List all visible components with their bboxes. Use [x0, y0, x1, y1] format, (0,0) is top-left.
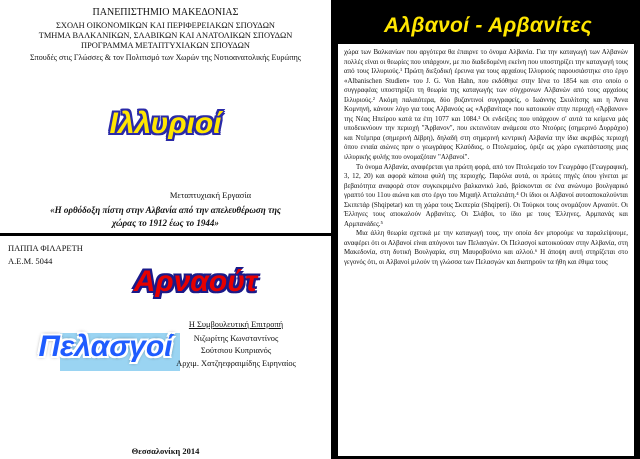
text-excerpt-panel	[336, 0, 640, 459]
thesis-title-line-2: χώρας το 1912 έως το 1944»	[112, 218, 219, 228]
watermark: imgflip.com	[2, 448, 43, 457]
student-id: Α.Ε.Μ. 5044	[8, 256, 53, 266]
department-name: ΤΜΗΜΑ ΒΑΛΚΑΝΙΚΩΝ, ΣΛΑΒΙΚΩΝ ΚΑΙ ΑΝΑΤΟΛΙΚΩΝ ΣΠΟΥΔΩΝ	[38, 31, 293, 40]
committee-title: Η Συμβουλευτική Επιτροπή	[188, 320, 284, 329]
work-type: Μεταπτυχιακή Εργασία	[169, 190, 252, 200]
paragraph: Μια άλλη θεωρία σχετικά με την καταγωγή τους, την οποία δεν μπορούμε να παραλείψουμε, αναφέρει ότι οι Αλβανοί είναι απόγονοι των Πελασγών. Οι Πελασγοί κατοικούσαν στην Αλβανία, στη Μακεδονία, στη δυτική Βουλγαρία, στη Μαυροβούνιο και αλλού.⁶ Η άποψη αυτή στηρίζεται στο γεγονός ότι, οι Αλβανοί μιλούν τη γλώσσα των Πελασγών και διατηρούν τα ήθη και έθιμα τους	[344, 230, 628, 267]
overlay-word-pelasgians: Πελασγοί	[38, 330, 173, 363]
committee-member: Σούτσιου Κυπριανός	[200, 346, 272, 355]
city-year: Θεσσαλονίκη 2014	[131, 446, 200, 456]
committee-member: Αρχιμ. Χατζηεφραιμίδης Ειρηναίος	[176, 359, 296, 368]
committee-member: Νιζωρίτης Κωνσταντίνος	[193, 334, 279, 343]
studies-line: Σπουδές στις Γλώσσες & τον Πολιτισμό των Χωρών της Νοτιοανατολικής Ευρώπης	[30, 53, 301, 62]
paragraph: χώρα των Βαλκανίων που αργότερα θα έπαιρνε το όνομα Αλβανία. Για την καταγωγή των Αλβανών πολλές είναι οι θεωρίες που υπάρχουν, με πιο διαδεδομένη εκείνη που υποστηρίζει την καταγωγή τους από τους Ιλλυριούς.¹ Πρώτη διεξοδική έρευνα για τους αρχαίους Ιλλυριούς παρουσιάστηκε στο έργο «Albanischen Studien» του J. G. Von Hahn, που εκδόθηκε στην Ιένα το 1854 και στο οποίο ο συγγραφέας υποστηρίζει τη θεωρία της καταγωγής των σύγχρονων Αλβανών από τους αρχαίους Ιλλυριούς.² Ακόμη παλαιότερα, δύο βυζαντινοί συγγραφείς, ο Ιωάννης Σκυλίτσης και η Άννα Κομνηνή, κάνουν λόγο για τους Αλβανούς ως «Αρβανίτας» που κατοικούν στην περιοχή «Άρβανον» της Νέας Ηπείρου κατά τα έτη 1077 και 1084.³ Οι ενδείξεις που υπάρχουν σ' αυτά τα κείμενα μάς υποδεικνύουν την περιοχή "Άρβανον", που εκτεινόταν ανάμεσα στο Ντούρες (σημερινό Δυρράχιο) και Ντέμπρα (σημερινή Δίβρη), δηλαδή στη σημερινή κεντρική Αλβανία την ίδια ακριβώς περιοχή όπου ενιαία αιώνες πριν ο γεωγράφος Κλαύδιος, ο Πτολεμαίος, όριζε ως χώρο εγκατάστασης μιας ιλλυρικής φυλής που ονομαζόταν "Αλβανοί".	[344, 49, 628, 162]
overlay-word-illyrians: Ιλλυριοί	[109, 107, 222, 140]
author-name: ΠΑΠΠΑ ΦΙΛΑΡΕΤΗ	[8, 243, 83, 253]
university-name: ΠΑΝΕΠΙΣΤΗΜΙΟ ΜΑΚΕΔΟΝΙΑΣ	[92, 7, 239, 18]
thesis-title-line-1: «Η ορθόδοξη πίστη στην Αλβανία από την απελευθέρωση της	[50, 205, 281, 215]
excerpt-body	[338, 44, 634, 456]
program-name: ΠΡΟΓΡΑΜΜΑ ΜΕΤΑΠΤΥΧΙΑΚΩΝ ΣΠΟΥΔΩΝ	[81, 41, 250, 50]
school-name: ΣΧΟΛΗ ΟΙΚΟΝΟΜΙΚΩΝ ΚΑΙ ΠΕΡΙΦΕΡΕΙΑΚΩΝ ΣΠΟΥΔΩΝ	[56, 21, 275, 30]
thesis-cover-top	[0, 0, 331, 233]
paragraph: Το όνομα Αλβανία, αναφέρεται για πρώτη φορά, από τον Πτολεμαίο τον Γεωγράφο (Γεωγραφική, 3, 12, 20) και αφορά κάποια φυλή της περιοχής. Παρόλα αυτά, οι πρώτες πηγές όπου γίνεται με βεβαιότητα αναφορά στον συγκεκριμένο βαλκανικό λαό, βρίσκονται σε ένα ανώνυμο βουλγαρικό γραπτό του 11ου αιώνα και στο έργο του Μιχαήλ Ατταλειάτη.⁴ Οι ίδιοι οι Αλβανοί αυτοαποκαλούνται Σκιπετάρ (Shqipetar) και τη χώρα τους Σκιπερία (Shqiperi). Οι Τούρκοι τους ονομάζουν Αρναούτ. Οι Έλληνες τους αποκαλούν Αρβανίτες. Οι Σλάβοι, το ίδιο με τους Έλληνες, Αρμπανάς και Αρμπανάδες.⁵	[344, 163, 628, 228]
excerpt-title: Αλβανοί - Αρβανίτες	[383, 14, 593, 37]
overlay-word-arnaout: Αρναούτ	[133, 265, 258, 298]
thesis-cover-bottom	[0, 236, 331, 459]
